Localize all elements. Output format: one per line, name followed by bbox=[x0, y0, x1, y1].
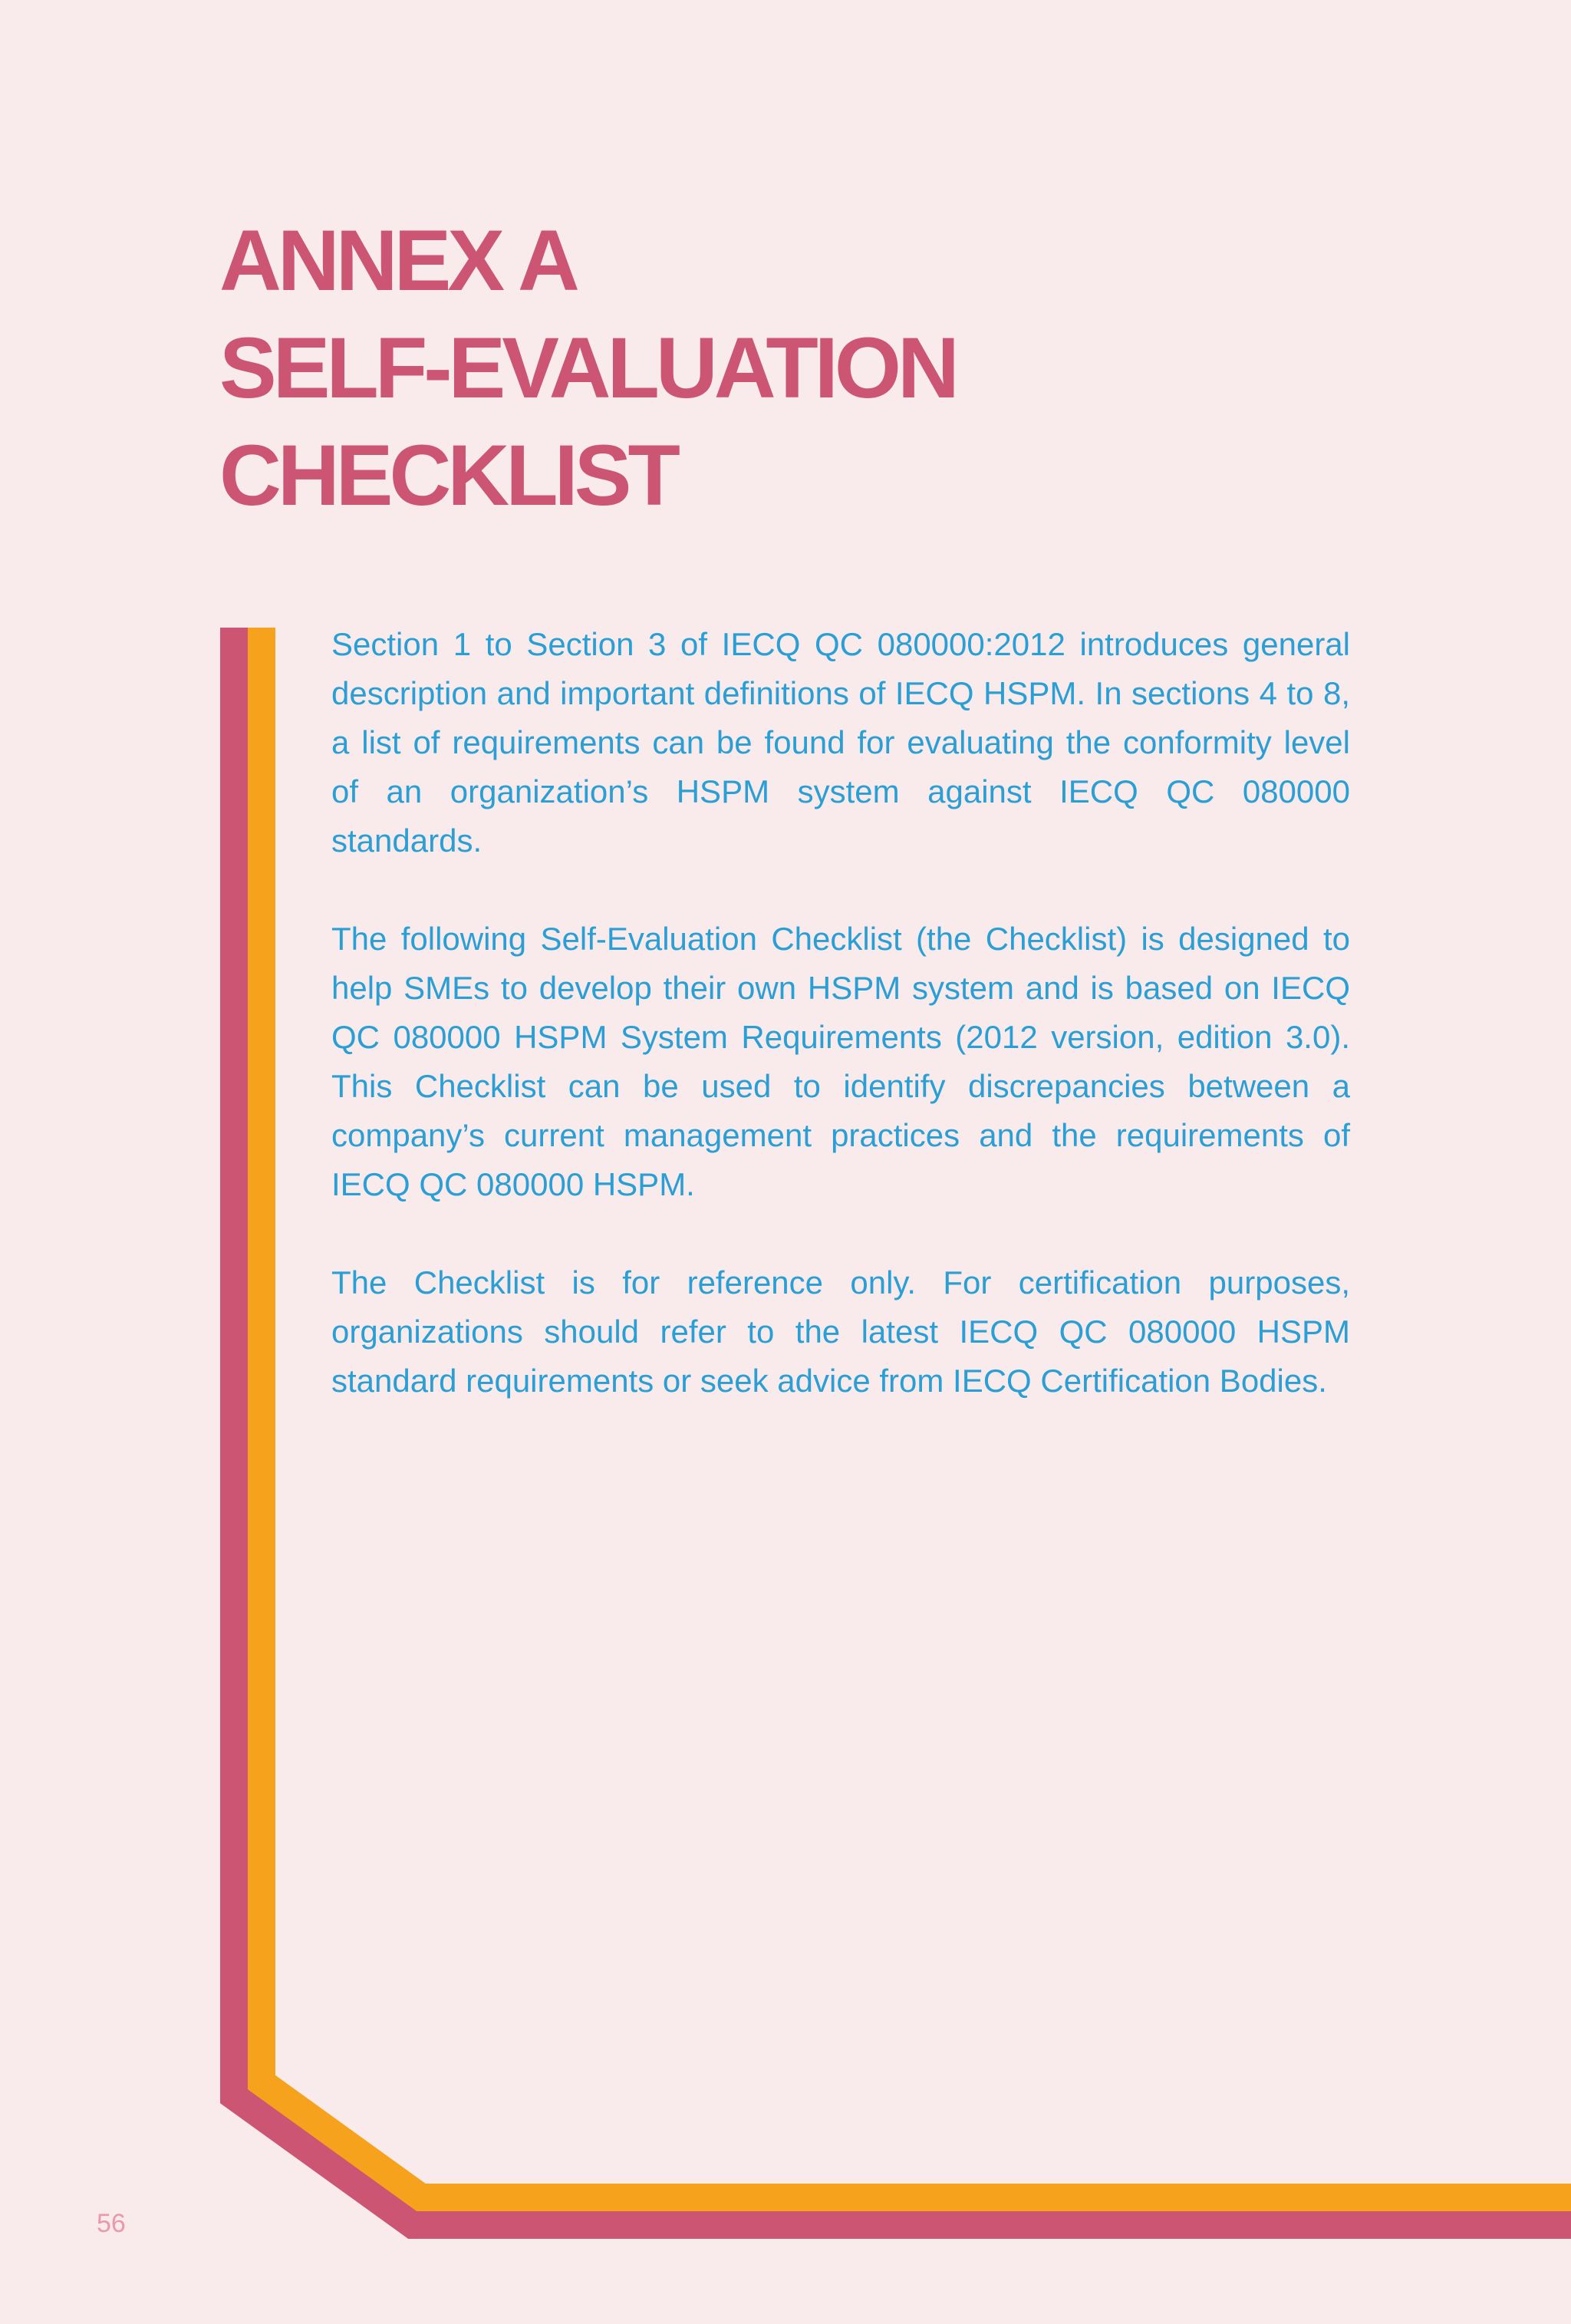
intro-paragraph: Section 1 to Section 3 of IECQ QC 080000:2012 introduces general description and important definitions of IECQ HSPM. In sections 4 to 8, a list of requirements can be found for evaluating the conformity level of an organization’s HSPM system against IECQ QC 080000 standards. bbox=[331, 626, 1350, 859]
title-self-evaluation: SELF-EVALUATION bbox=[219, 320, 956, 416]
title-line-2: CHECKLIST bbox=[219, 427, 677, 523]
reference-only-paragraph: The Checklist is for reference only. For certification purposes, organizations should refer to the latest IECQ QC 080000 HSPM standard requirements or seek advice from IECQ Certification Bodies. bbox=[331, 1264, 1350, 1399]
page-number: 56 bbox=[97, 2209, 126, 2238]
body-text bbox=[331, 620, 1350, 1455]
title-annex-label: ANNEX A bbox=[219, 213, 576, 308]
checklist-purpose-paragraph: The following Self-Evaluation Checklist (the Checklist) is designed to help SMEs to develop their own HSPM system and is based on IECQ QC 080000 HSPM System Requirements (2012 version, edition 3.0). This Checklist can be used to identify discrepancies between a company’s current management practices and the requirements of IECQ QC 080000 HSPM. bbox=[331, 921, 1350, 1202]
